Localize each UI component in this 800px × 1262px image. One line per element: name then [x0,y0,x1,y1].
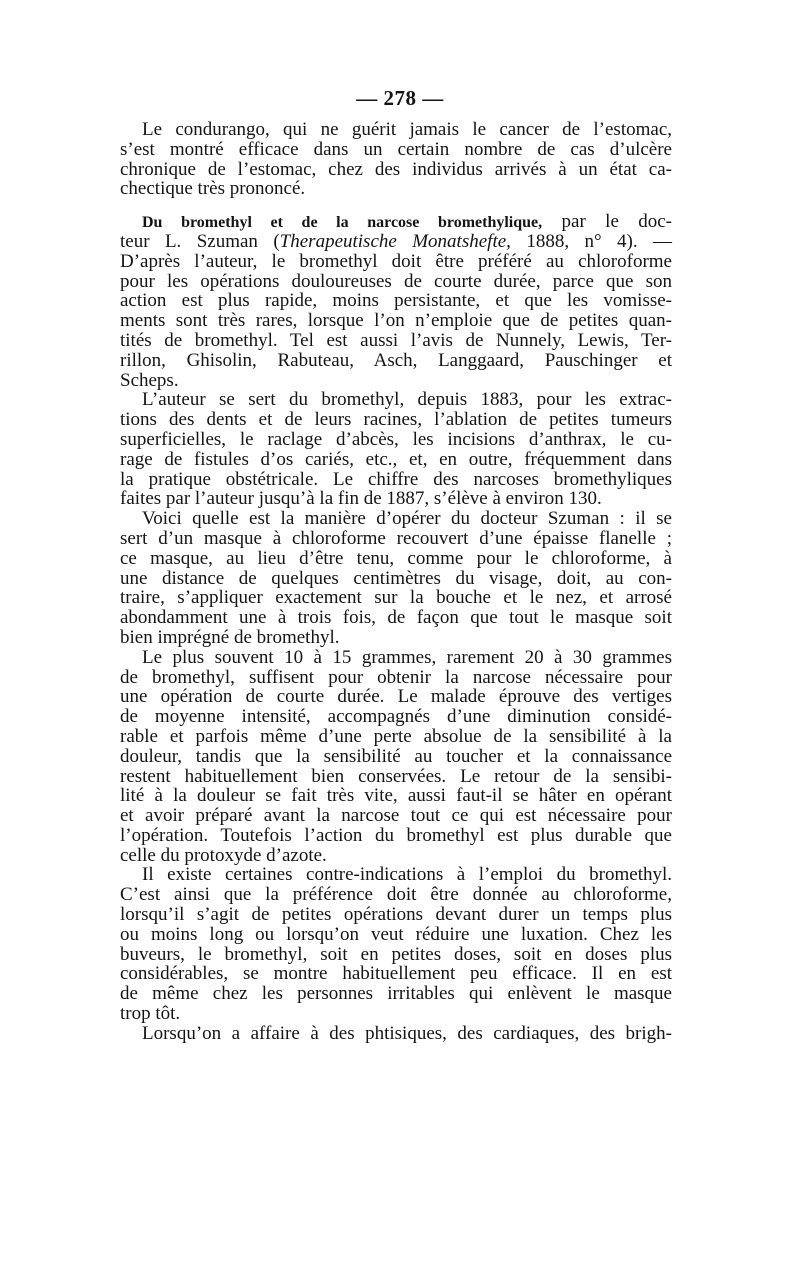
text-line: ce masque, au lieu d’être tenu, comme pour le chloroforme, à [120,547,672,569]
text-line: ou moins long ou lorsqu’on veut réduire une luxation. Chez les [120,923,672,945]
text-line [120,232,672,252]
text-line: C’est ainsi que la préférence doit être donnée au chloroforme, [120,884,672,906]
text-line: superficielles, le raclage d’abcès, les incisions d’anthrax, le cu- [120,428,672,450]
paragraph-usage [120,390,672,509]
text-line: Lorsqu’on a affaire à des phtisiques, des cardiaques, des brigh- [142,1022,672,1044]
text-line: Scheps. [120,369,179,391]
text-line: rillon, Ghisolin, Rabuteau, Asch, Langgaard, Pauschinger et [120,349,672,371]
paragraph-condurango [120,120,672,199]
text-line: bien imprégné de bromethyl. [120,626,340,648]
text-line: douleur, tandis que la sensibilité au toucher et la connaissance [120,745,672,767]
text-line: lorsqu’il s’agit de petites opérations devant durer un temps plus [120,904,672,926]
paragraph-dosage [120,648,672,866]
text-line: Il existe certaines contre-indications à l’emploi du bromethyl. [142,864,672,886]
text-line: restent habituellement bien conservées. Le retour de la sensibi- [120,765,672,787]
paragraph-phthisics [120,1024,672,1044]
text-line: de moyenne intensité, accompagnés d’une diminution considé- [120,706,672,728]
paragraph-contraindications [120,865,672,1023]
text-line: chronique de l’estomac, chez des individus arrivés à un état ca- [120,158,672,180]
text-line: Le condurango, qui ne guérit jamais le cancer de l’estomac, [142,119,672,140]
text-line: buveurs, le bromethyl, soit en petites doses, soit en doses plus [120,943,672,965]
text-line: rable et parfois même d’une perte absolue de la sensibilité à la [120,725,672,747]
text-line: action est plus rapide, moins persistante, et que les vomisse- [120,290,672,312]
text-line: lité à la douleur se fait très vite, aussi faut-il se hâter en opérant [120,785,672,807]
citation-issue: 1888, n° 4). — [526,230,672,252]
text-line: trop tôt. [120,1003,181,1025]
text-line: D’après l’auteur, le bromethyl doit être préféré au chloroforme [120,250,672,272]
citation-author: teur L. Szuman ( [120,230,280,252]
text-line: faites par l’auteur jusqu’à la fin de 1887, s’élève à environ 130. [120,488,602,510]
heading-continuation: par le doc- [561,211,673,233]
text-line: ments sont très rares, lorsque l’on n’emploie que de petites quan- [120,310,672,332]
text-line: L’auteur se sert du bromethyl, depuis 1883, pour les extrac- [142,389,672,411]
text-line: rage de fistules d’os cariés, etc., et, en outre, fréquemment dans [120,448,672,470]
text-line: s’est montré efficace dans un certain nombre de cas d’ulcère [120,138,672,160]
text-line: la pratique obstétricale. Le chiffre des narcoses bromethyliques [120,468,672,490]
text-line: traire, s’appliquer exactement sur la bouche et le nez, et arrosé [120,587,672,609]
page-number: — 278 — [356,86,444,110]
citation-journal: Therapeutische Monatshefte, [279,230,511,252]
text-line: et avoir préparé avant la narcose tout ce qui est nécessaire pour [120,805,672,827]
text-line: de même chez les personnes irritables qui enlèvent le masque [120,983,672,1005]
text-line: l’opération. Toutefois l’action du bromethyl est plus durable que [120,824,672,846]
text-line: celle du protoxyde d’azote. [120,844,327,866]
text-line: une distance de quelques centimètres du visage, doit, au con- [120,567,672,589]
text-line: tités de bromethyl. Tel est aussi l’avis de Nunnely, Lewis, Ter- [120,329,672,351]
paragraph-method [120,509,672,648]
body-text [120,120,672,1044]
text-line: Voici quelle est la manière d’opérer du docteur Szuman : il se [142,508,672,530]
text-line: chectique très prononcé. [120,178,306,200]
text-line: une opération de courte durée. Le malade éprouve des vertiges [120,686,672,708]
text-line [120,212,672,232]
text-line: abondamment une à trois fois, de façon que tout le masque soit [120,607,672,629]
section-heading: Du bromethyl et de la narcose bromethylique, [142,214,543,232]
text-line: pour les opérations douloureuses de courte durée, parce que son [120,270,672,292]
text-line: Le plus souvent 10 à 15 grammes, rarement 20 à 30 grammes [142,646,672,668]
text-line: de bromethyl, suffisent pour obtenir la narcose nécessaire pour [120,666,672,688]
text-line: tions des dents et de leurs racines, l’ablation de petites tumeurs [120,409,672,431]
text-line: considérables, se montre habituellement peu efficace. Il en est [120,963,672,985]
paragraph-bromethyl-heading [120,212,672,390]
text-line: sert d’un masque à chloroforme recouvert d’une épaisse flanelle ; [120,527,672,549]
